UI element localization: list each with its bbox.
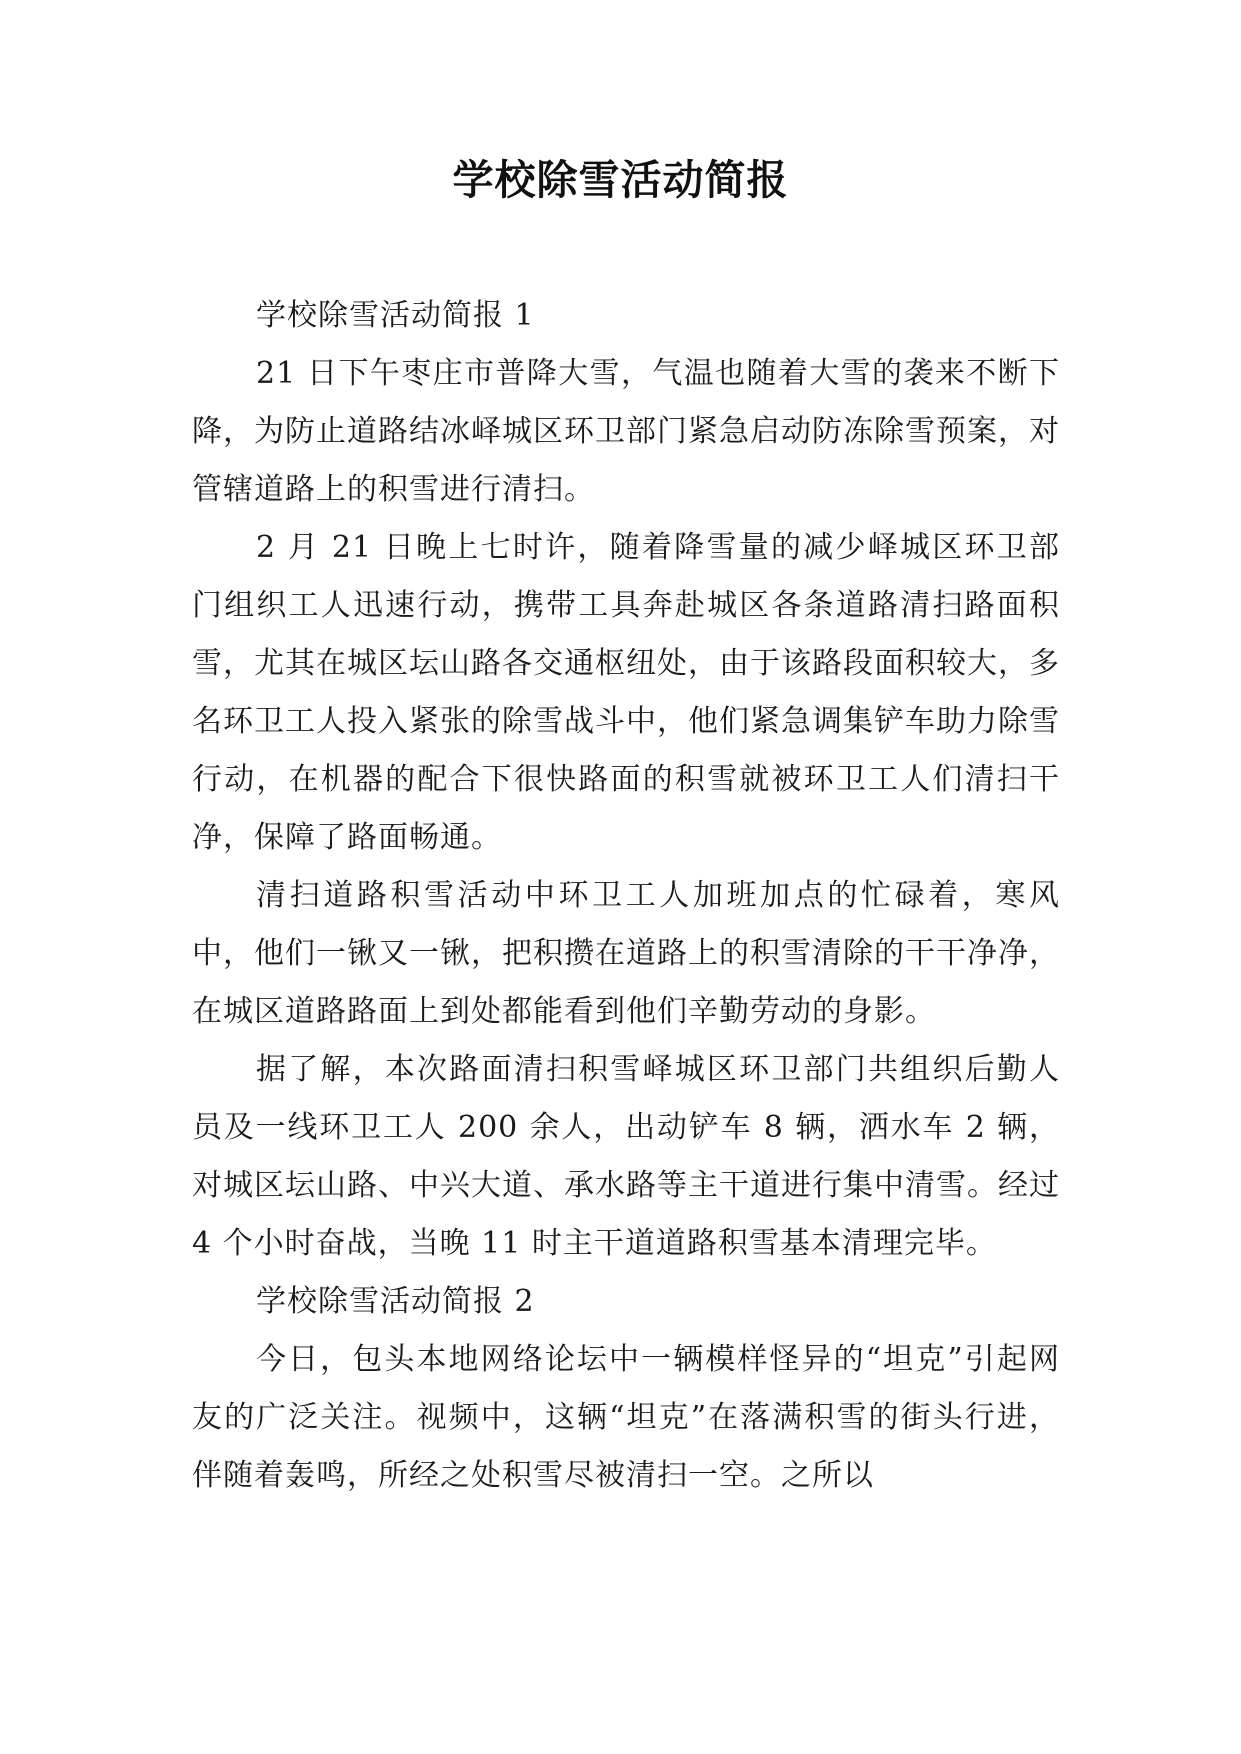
section-heading-1: 学校除雪活动简报 1 (256, 298, 535, 333)
paragraph: 21 日下午枣庄市普降大雪，气温也随着大雪的袭来不断下降，为防止道路结冰峄城区环卫部门紧急启动防冻除雪预案，对管辖道路上的积雪进行清扫。 (192, 356, 1060, 507)
paragraph: 今日，包头本地网络论坛中一辆模样怪异的“坦克”引起网友的广泛关注。视频中，这辆“坦克”在落满积雪的街头行进，伴随着轰鸣，所经之处积雪尽被清扫一空。之所以 (192, 1342, 1060, 1493)
paragraph: 2 月 21 日晚上七时许，随着降雪量的减少峄城区环卫部门组织工人迅速行动，携带工具奔赴城区各条道路清扫路面积雪，尤其在城区坛山路各交通枢纽处，由于该路段面积较大，多名环卫工人投入紧张的除雪战斗中，他们紧急调集铲车助力除雪行动，在机器的配合下很快路面的积雪就被环卫工人们清扫干净，保障了路面畅通。 (192, 530, 1060, 855)
document-title: 学校除雪活动简报 (452, 156, 789, 204)
document-body (192, 287, 1060, 1505)
paragraph: 据了解，本次路面清扫积雪峄城区环卫部门共组织后勤人员及一线环卫工人 200 余人，出动铲车 8 辆，洒水车 2 辆，对城区坛山路、中兴大道、承水路等主干道进行集中清雪。经过 4 个小时奋战，当晚 11 时主干道道路积雪基本清理完毕。 (192, 1052, 1060, 1261)
section-heading-2: 学校除雪活动简报 2 (256, 1284, 535, 1319)
paragraph: 清扫道路积雪活动中环卫工人加班加点的忙碌着，寒风中，他们一锹又一锹，把积攒在道路上的积雪清除的干干净净，在城区道路路面上到处都能看到他们辛勤劳动的身影。 (192, 878, 1060, 1029)
